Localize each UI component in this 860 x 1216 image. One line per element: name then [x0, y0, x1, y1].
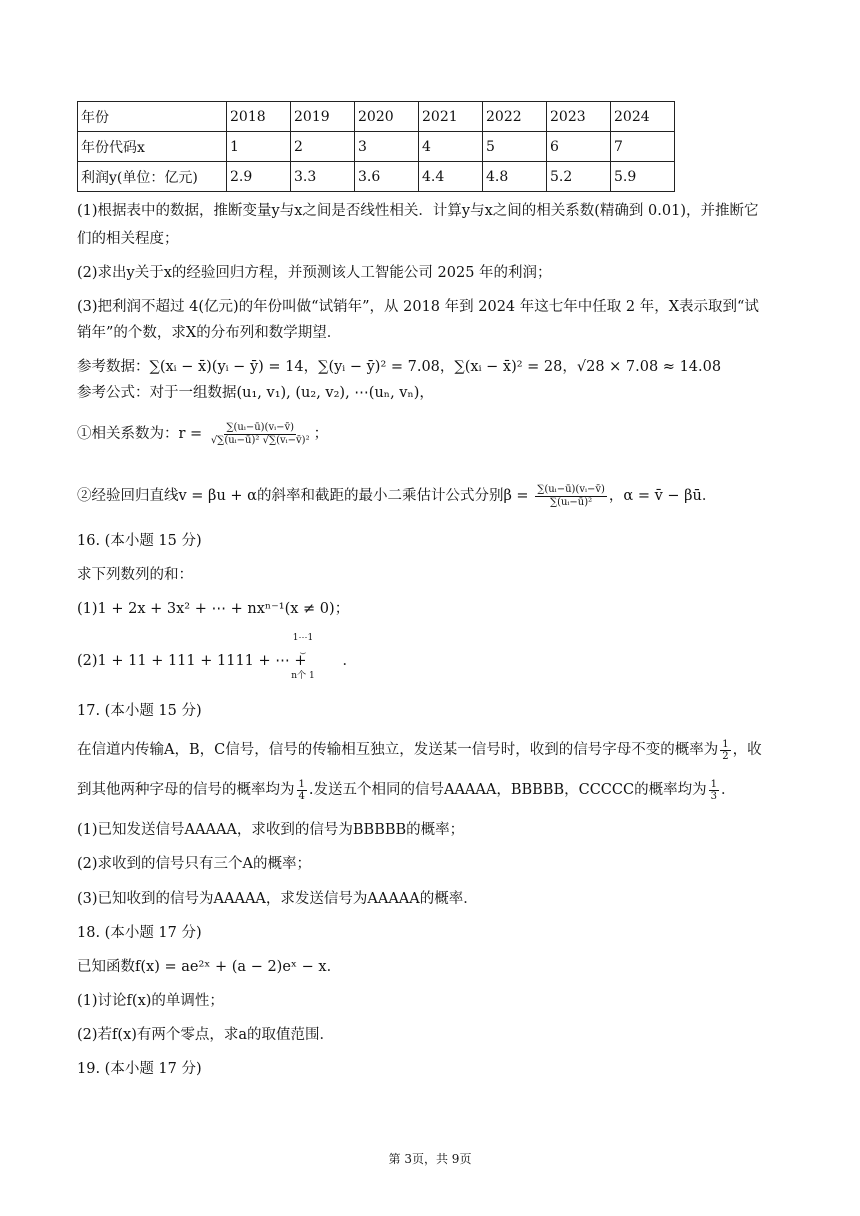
table-cell: 2024: [611, 102, 675, 132]
table-cell: 2021: [419, 102, 483, 132]
formula1-label: ①相关系数为：r =: [77, 426, 203, 442]
q15-part1-a: (1)根据表中的数据，推断变量y与x之间是否线性相关．计算y与x之间的相关系数(精确到 0.01)，并推断它: [77, 203, 759, 219]
table-cell: 6: [547, 132, 611, 162]
formula-regression: [77, 478, 716, 514]
table-cell: 2020: [355, 102, 419, 132]
formula2-label: ②经验回归直线v = βu + α的斜率和截距的最小二乘估计公式分别β =: [77, 488, 529, 504]
q16-part2-end: ．: [342, 653, 358, 669]
table-cell: 3.6: [355, 162, 419, 192]
table-cell: 1: [227, 132, 291, 162]
table-cell: 2.9: [227, 162, 291, 192]
row-label: 利润y(单位：亿元): [78, 162, 227, 192]
formula1-end: ；: [313, 426, 329, 442]
q17-intro-a: [77, 730, 762, 770]
q17-intro-a-text: 在信道内传输A，B，C信号，信号的传输相互独立，发送某一信号时，收到的信号字母不变的概率为: [77, 742, 719, 758]
ref-data-4: √28 × 7.08 ≈ 14.08: [576, 359, 722, 375]
table-cell: 5.9: [611, 162, 675, 192]
row-label: 年份代码x: [78, 132, 227, 162]
q16-intro: 求下列数列的和：: [77, 567, 193, 583]
formula1-numerator: ∑(uᵢ−ū)(vᵢ−v̄): [226, 421, 295, 433]
brace-symbol: ⏟: [300, 645, 306, 655]
q17-frac1-num: 1: [722, 738, 729, 750]
q17-fraction-half: [720, 739, 730, 762]
q17-part3: (3)已知收到的信号为AAAAA，求发送信号为AAAAA的概率．: [77, 891, 478, 907]
table-row: [78, 162, 675, 192]
q15-part1-b: 们的相关程度；: [77, 231, 179, 247]
q17-intro-b-mid: .发送五个相同的信号AAAAA，BBBBB，CCCCC的概率均为: [308, 782, 707, 798]
q17-frac3-num: 1: [710, 778, 717, 790]
q17-header: 17. (本小题 15 分): [77, 703, 202, 719]
table-cell: 5: [483, 132, 547, 162]
table-cell: 2019: [291, 102, 355, 132]
q17-frac2-num: 1: [298, 778, 305, 790]
table-cell: 4: [419, 132, 483, 162]
q15-part3-a: (3)把利润不超过 4(亿元)的年份叫做“试销年”，从 2018 年到 2024 年这七年中任取 2 年，X表示取到“试: [77, 299, 759, 315]
q17-frac2-den: 4: [298, 790, 305, 802]
underbrace-annotation: [286, 632, 320, 682]
q17-fraction-quarter: [297, 779, 307, 802]
formula2-fraction: [535, 484, 607, 509]
q16-header: 16. (本小题 15 分): [77, 533, 202, 549]
ref-data-label: 参考数据：: [77, 359, 150, 375]
data-table: [77, 101, 675, 192]
table-cell: 3.3: [291, 162, 355, 192]
ref-data-3: ∑(xᵢ − x̄)² = 28，: [454, 359, 577, 375]
q16-part1: (1)1 + 2x + 3x² + ⋯ + nxⁿ⁻¹(x ≠ 0)；: [77, 601, 350, 617]
ref-data-1: ∑(xᵢ − x̄)(yᵢ − ȳ) = 14，: [149, 359, 319, 375]
q18-header: 18. (本小题 17 分): [77, 925, 202, 941]
q16-part2-text: (2)1 + 11 + 111 + 1111 + ⋯ +: [77, 653, 307, 669]
brace-top-label: 1⋯1: [292, 633, 314, 643]
reference-formula: 参考公式：对于一组数据(u₁, v₁), (u₂, v₂), ⋯(uₙ, vₙ)，: [77, 385, 434, 401]
q17-intro-b: [77, 770, 735, 810]
q18-part1: (1)讨论f(x)的单调性；: [77, 993, 224, 1009]
table-cell: 5.2: [547, 162, 611, 192]
q18-intro: 已知函数f(x) = ae²ˣ + (a − 2)eˣ − x．: [77, 959, 342, 975]
table-cell: 2: [291, 132, 355, 162]
table-cell: 2018: [227, 102, 291, 132]
table-cell: 3: [355, 132, 419, 162]
q17-intro-a-end: ，收: [732, 742, 762, 758]
table-cell: 2023: [547, 102, 611, 132]
q15-part3-b: 销年”的个数，求X的分布列和数学期望．: [77, 325, 342, 341]
q17-intro-b-end: ．: [720, 782, 736, 798]
q17-fraction-third: [709, 779, 719, 802]
formula2-numerator: ∑(uᵢ−ū)(vᵢ−v̄): [537, 483, 605, 495]
table-cell: 2022: [483, 102, 547, 132]
ref-data-2: ∑(yᵢ − ȳ)² = 7.08，: [318, 359, 455, 375]
formula1-denominator: √∑(uᵢ−ū)² √∑(vᵢ−v̄)²: [210, 434, 310, 446]
q17-frac1-den: 2: [722, 750, 729, 762]
formula-correlation: [77, 414, 328, 454]
formula2-denominator: ∑(uᵢ−ū)²: [549, 496, 593, 508]
table-cell: 4.4: [419, 162, 483, 192]
formula1-fraction: [209, 422, 312, 447]
table-cell: 7: [611, 132, 675, 162]
table-cell: 4.8: [483, 162, 547, 192]
brace-bottom-label: n个 1: [291, 671, 315, 681]
q17-frac3-den: 3: [710, 790, 717, 802]
q17-part2: (2)求收到的信号只有三个A的概率；: [77, 856, 312, 872]
q17-intro-b-text: 到其他两种字母的信号的概率均为: [77, 782, 295, 798]
row-label: 年份: [78, 102, 227, 132]
q19-header: 19. (本小题 17 分): [77, 1061, 202, 1077]
q15-part2: (2)求出y关于x的经验回归方程，并预测该人工智能公司 2025 年的利润；: [77, 265, 552, 281]
table-row: [78, 102, 675, 132]
formula2-end: ，α = v̄ − βū．: [608, 488, 717, 504]
q17-part1: (1)已知发送信号AAAAA，求收到的信号为BBBBB的概率；: [77, 822, 465, 838]
q18-part2: (2)若f(x)有两个零点，求a的取值范围．: [77, 1027, 335, 1043]
table-row: [78, 132, 675, 162]
page-footer: 第 3页，共 9页: [388, 1152, 472, 1166]
reference-data: [77, 356, 721, 378]
